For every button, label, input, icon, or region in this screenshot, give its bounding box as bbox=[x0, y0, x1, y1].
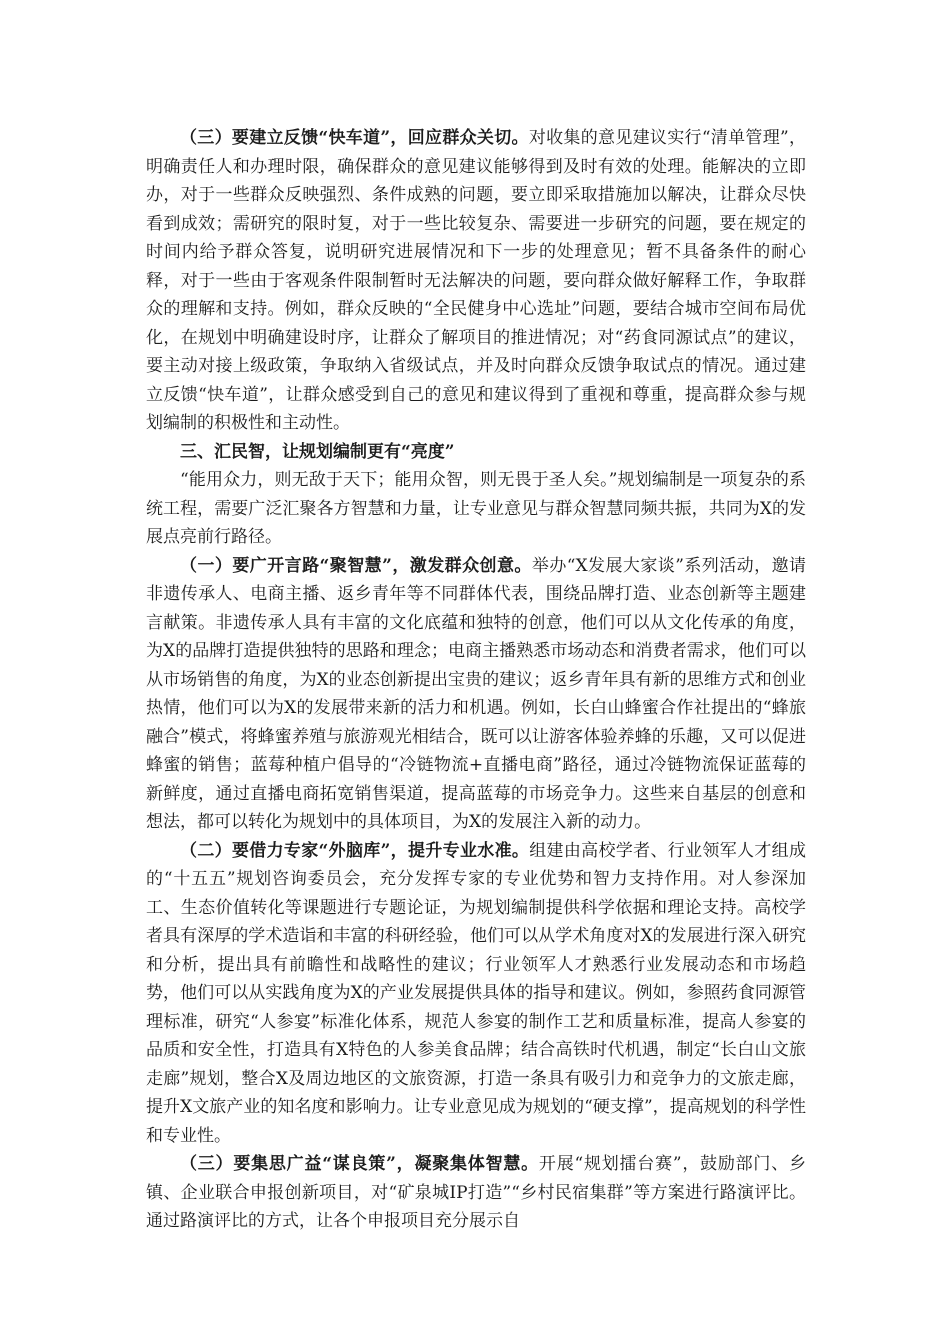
paragraph-lead: （一）要广开言路“聚智慧”，激发群众创意。 bbox=[180, 555, 532, 576]
paragraph-text: “能用众力，则无敌于天下；能用众智，则无畏于圣人矣。”规划编制是一项复杂的系统工程，需要广泛汇聚各方智慧和力量，让专业意见与群众智慧同频共振，共同为X的发展点亮前行路径。 bbox=[146, 470, 806, 547]
paragraph-intro-quote bbox=[146, 466, 806, 552]
paragraph-text: 组建由高校学者、行业领军人才组成的“十五五”规划咨询委员会，充分发挥专家的专业优势和智力支持作用。对人参深加工、生态价值转化等课题进行专题论证，为规划编制提供科学依据和理论支持。高校学者具有深厚的学术造诣和丰富的科研经验，他们可以从学术角度对X的发展进行深入研究和分析，提出具有前瞻性和战略性的建议；行业领军人才熟悉行业发展动态和市场趋势，他们可以从实践角度为X的产业发展提供具体的指导和建议。例如，参照药食同源管理标准，研究“人参宴”标准化体系，规范人参宴的制作工艺和质量标准，提高人参宴的品质和安全性，打造具有X特色的人参美食品牌；结合高铁时代机遇，制定“长白山文旅走廊”规划，整合X及周边地区的文旅资源，打造一条具有吸引力和竞争力的文旅走廊，提升X文旅产业的知名度和影响力。让专业意见成为规划的“硬支撑”，提高规划的科学性和专业性。 bbox=[146, 840, 806, 1146]
paragraph-collective-wisdom bbox=[146, 1150, 806, 1236]
paragraph-lead: （二）要借力专家“外脑库”，提升专业水准。 bbox=[180, 840, 530, 861]
section-heading-text: 三、汇民智，让规划编制更有“亮度” bbox=[180, 441, 455, 462]
paragraph-text: 对收集的意见建议实行“清单管理”，明确责任人和办理时限，确保群众的意见建议能够得到及时有效的处理。能解决的立即办，对于一些群众反映强烈、条件成熟的问题，要立即采取措施加以解决，让群众尽快看到成效；需研究的限时复，对于一些比较复杂、需要进一步研究的问题，要在规定的时间内给予群众答复，说明研究进展情况和下一步的处理意见；暂不具备条件的耐心释，对于一些由于客观条件限制暂时无法解决的问题，要向群众做好解释工作，争取群众的理解和支持。例如，群众反映的“全民健身中心选址”问题，要结合城市空间布局优化，在规划中明确建设时序，让群众了解项目的推进情况；对“药食同源试点”的建议，要主动对接上级政策，争取纳入省级试点，并及时向群众反馈争取试点的情况。通过建立反馈“快车道”，让群众感受到自己的意见和建议得到了重视和尊重，提高群众参与规划编制的积极性和主动性。 bbox=[146, 128, 806, 433]
section-heading bbox=[146, 438, 806, 467]
paragraph-text: 开展“规划擂台赛”，鼓励部门、乡镇、企业联合申报创新项目，对“矿泉城IP打造”“乡村民宿集群”等方案进行路演评比。通过路演评比的方式，让各个申报项目充分展示自 bbox=[146, 1154, 806, 1231]
paragraph-lead: （三）要集思广益“谋良策”，凝聚集体智慧。 bbox=[180, 1154, 539, 1174]
paragraph-expert-brain bbox=[146, 837, 806, 1151]
paragraph-text: 举办“X发展大家谈”系列活动，邀请非遗传承人、电商主播、返乡青年等不同群体代表，围绕品牌打造、业态创新等主题建言献策。非遗传承人具有丰富的文化底蕴和独特的创意，他们可以从文化传承的角度，为X的品牌打造提供独特的思路和理念；电商主播熟悉市场动态和消费者需求，他们可以从市场销售的角度，为X的业态创新提出宝贵的建议；返乡青年具有新的思维方式和创业热情，他们可以为X的发展带来新的活力和机遇。例如，长白山蜂蜜合作社提出的“蜂旅融合”模式，将蜂蜜养殖与旅游观光相结合，既可以让游客体验养蜂的乐趣，又可以促进蜂蜜的销售；蓝莓种植户倡导的“冷链物流+直播电商”路径，通过冷链物流保证蓝莓的新鲜度，通过直播电商拓宽销售渠道，提高蓝莓的市场竞争力。这些来自基层的创意和想法，都可以转化为规划中的具体项目，为X的发展注入新的动力。 bbox=[146, 555, 807, 832]
document-body bbox=[146, 124, 806, 1236]
paragraph-lead: （三）要建立反馈“快车道”，回应群众关切。 bbox=[180, 128, 529, 148]
paragraph-feedback-channel bbox=[146, 124, 806, 438]
paragraph-gather-wisdom bbox=[146, 552, 806, 837]
